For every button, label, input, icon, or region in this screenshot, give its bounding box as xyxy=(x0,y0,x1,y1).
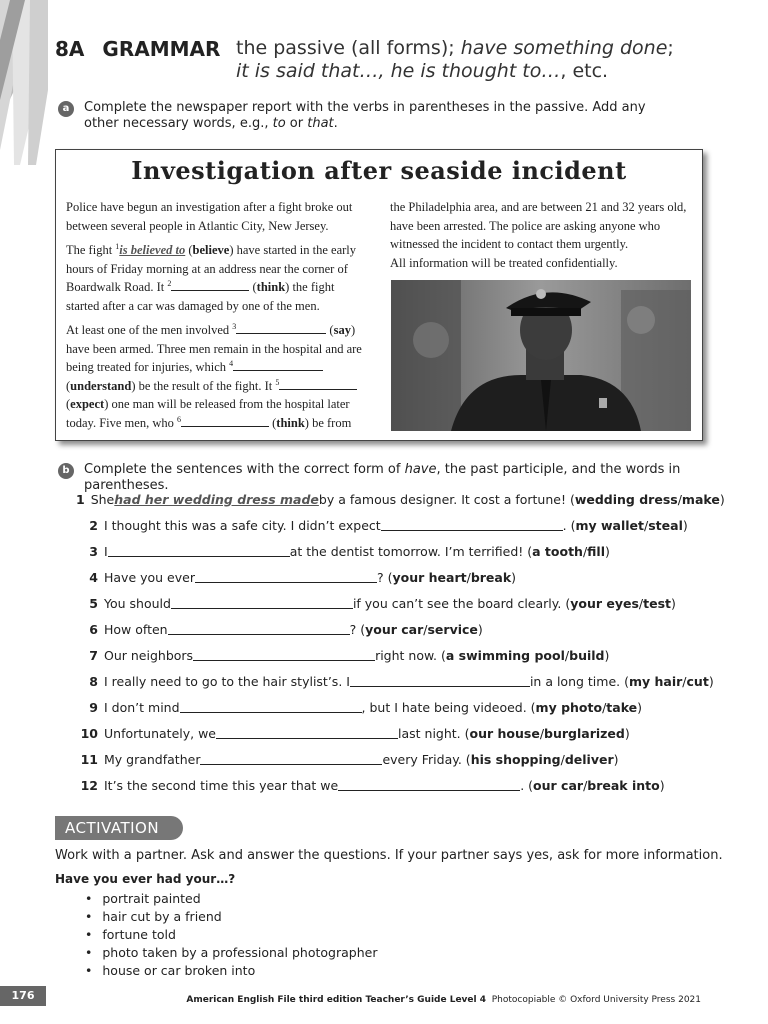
copyright: Photocopiable © Oxford University Press 2021 xyxy=(491,995,701,1005)
list-item: 4 Have you ever ? ( your heart / break ) xyxy=(89,570,517,585)
answer-blank[interactable] xyxy=(195,570,377,583)
exercise-a-badge: a xyxy=(58,101,74,117)
blank-4[interactable] xyxy=(233,359,323,371)
list-item: • portrait painted xyxy=(85,890,377,908)
answer-blank[interactable] xyxy=(216,726,398,739)
police-officer-photo xyxy=(391,280,691,431)
answer-blank[interactable] xyxy=(193,648,375,661)
exercise-b-instruction: Complete the sentences with the correct form of have, the past participle, and the words in parentheses. xyxy=(84,462,681,493)
paragraph-2: The fight $^1$is believed to (believe) have started in the early hours of Friday morning at an address near the corner of Boardwalk Road. It $^2$ (think) the fight started after a car was damaged by one of the men. xyxy=(66,241,357,313)
list-item: 10 Unfortunately, we last night. ( our house / burglarized ) xyxy=(80,726,630,741)
activation-label: ACTIVATION xyxy=(55,816,183,840)
answer-blank[interactable] xyxy=(180,700,362,713)
list-item: 12 It’s the second time this year that we . ( our car / break into ) xyxy=(80,778,665,793)
answer-blank[interactable] xyxy=(338,778,520,791)
answer-blank[interactable] xyxy=(381,518,563,531)
section-label: GRAMMAR xyxy=(102,37,221,61)
activation-list xyxy=(85,890,377,980)
paragraph-3: At least one of the men involved $^3$ (say) have been armed. Three men remain in the hospital and are being treated for injuries, which $^4$ (understand) be the result of the fight. It $^5$ (expect) one man will be released from the hospital later today. Five men, who $^6$ (think) be from xyxy=(66,321,362,430)
unit-number: 8A xyxy=(55,37,85,61)
article-headline: Investigation after seaside incident xyxy=(131,156,627,185)
blank-3[interactable] xyxy=(236,322,326,334)
list-item: • fortune told xyxy=(85,926,377,944)
unit-heading xyxy=(55,37,238,61)
answer-blank[interactable] xyxy=(350,674,530,687)
footer xyxy=(186,995,701,1005)
list-item: • hair cut by a friend xyxy=(85,908,377,926)
exercise-b-badge: b xyxy=(58,463,74,479)
list-item: 2 I thought this was a safe city. I didn’t expect . ( my wallet / steal ) xyxy=(89,518,688,533)
blank-6[interactable] xyxy=(181,415,269,427)
list-item: 11 My grandfather every Friday. ( his shopping / deliver ) xyxy=(80,752,619,767)
article-right-column xyxy=(390,198,695,272)
page-number: 176 xyxy=(0,986,46,1006)
exercise-b-items xyxy=(76,492,725,804)
activation-question: Have you ever had your…? xyxy=(55,872,236,886)
paragraph-5: All information will be treated confidentially. xyxy=(390,255,618,270)
newspaper-article xyxy=(55,149,703,441)
list-item: • house or car broken into xyxy=(85,962,377,980)
list-item: 3 I at the dentist tomorrow. I’m terrified! ( a tooth / fill ) xyxy=(89,544,610,559)
list-item: 1 She had her wedding dress made by a famous designer. It cost a fortune! ( wedding dress / make ) xyxy=(76,492,716,518)
grammar-topic: the passive (all forms); have something done; it is said that…, he is thought to…, etc. xyxy=(236,37,674,82)
list-item: 8 I really need to go to the hair stylist’s. I in a long time. ( my hair / cut ) xyxy=(89,674,714,689)
answer-blank[interactable] xyxy=(168,622,350,635)
list-item: 7 Our neighbors right now. ( a swimming pool / build ) xyxy=(89,648,610,663)
answer-blank[interactable] xyxy=(200,752,382,765)
answer-blank[interactable] xyxy=(108,544,290,557)
list-item: 9 I don’t mind , but I hate being videoed. ( my photo / take ) xyxy=(89,700,643,715)
activation-instruction: Work with a partner. Ask and answer the questions. If your partner says yes, ask for more information. xyxy=(55,848,723,863)
paragraph-1: Police have begun an investigation after a fight broke out between several people in Atlantic City, New Jersey. xyxy=(66,200,353,233)
exercise-a-instruction: Complete the newspaper report with the verbs in parentheses in the passive. Add any other necessary words, e.g., to or that. xyxy=(84,100,646,131)
list-item: 6 How often ? ( your car / service ) xyxy=(89,622,483,637)
blank-2[interactable] xyxy=(171,279,249,291)
paragraph-4: the Philadelphia area, and are between 21 and 32 years old, have been arrested. The police are asking anyone who witnessed the incident to contact them urgently. xyxy=(390,200,687,251)
answer-1: is believed to xyxy=(119,243,186,257)
blank-5[interactable] xyxy=(279,378,357,390)
answer-1: had her wedding dress made xyxy=(114,492,319,507)
book-title: American English File third edition Teacher’s Guide Level 4 xyxy=(186,995,487,1005)
answer-blank[interactable] xyxy=(171,596,353,609)
list-item: 5 You should if you can’t see the board clearly. ( your eyes / test ) xyxy=(89,596,676,611)
list-item: • photo taken by a professional photographer xyxy=(85,944,377,962)
corner-decoration xyxy=(0,0,48,165)
article-left-column xyxy=(66,198,366,438)
